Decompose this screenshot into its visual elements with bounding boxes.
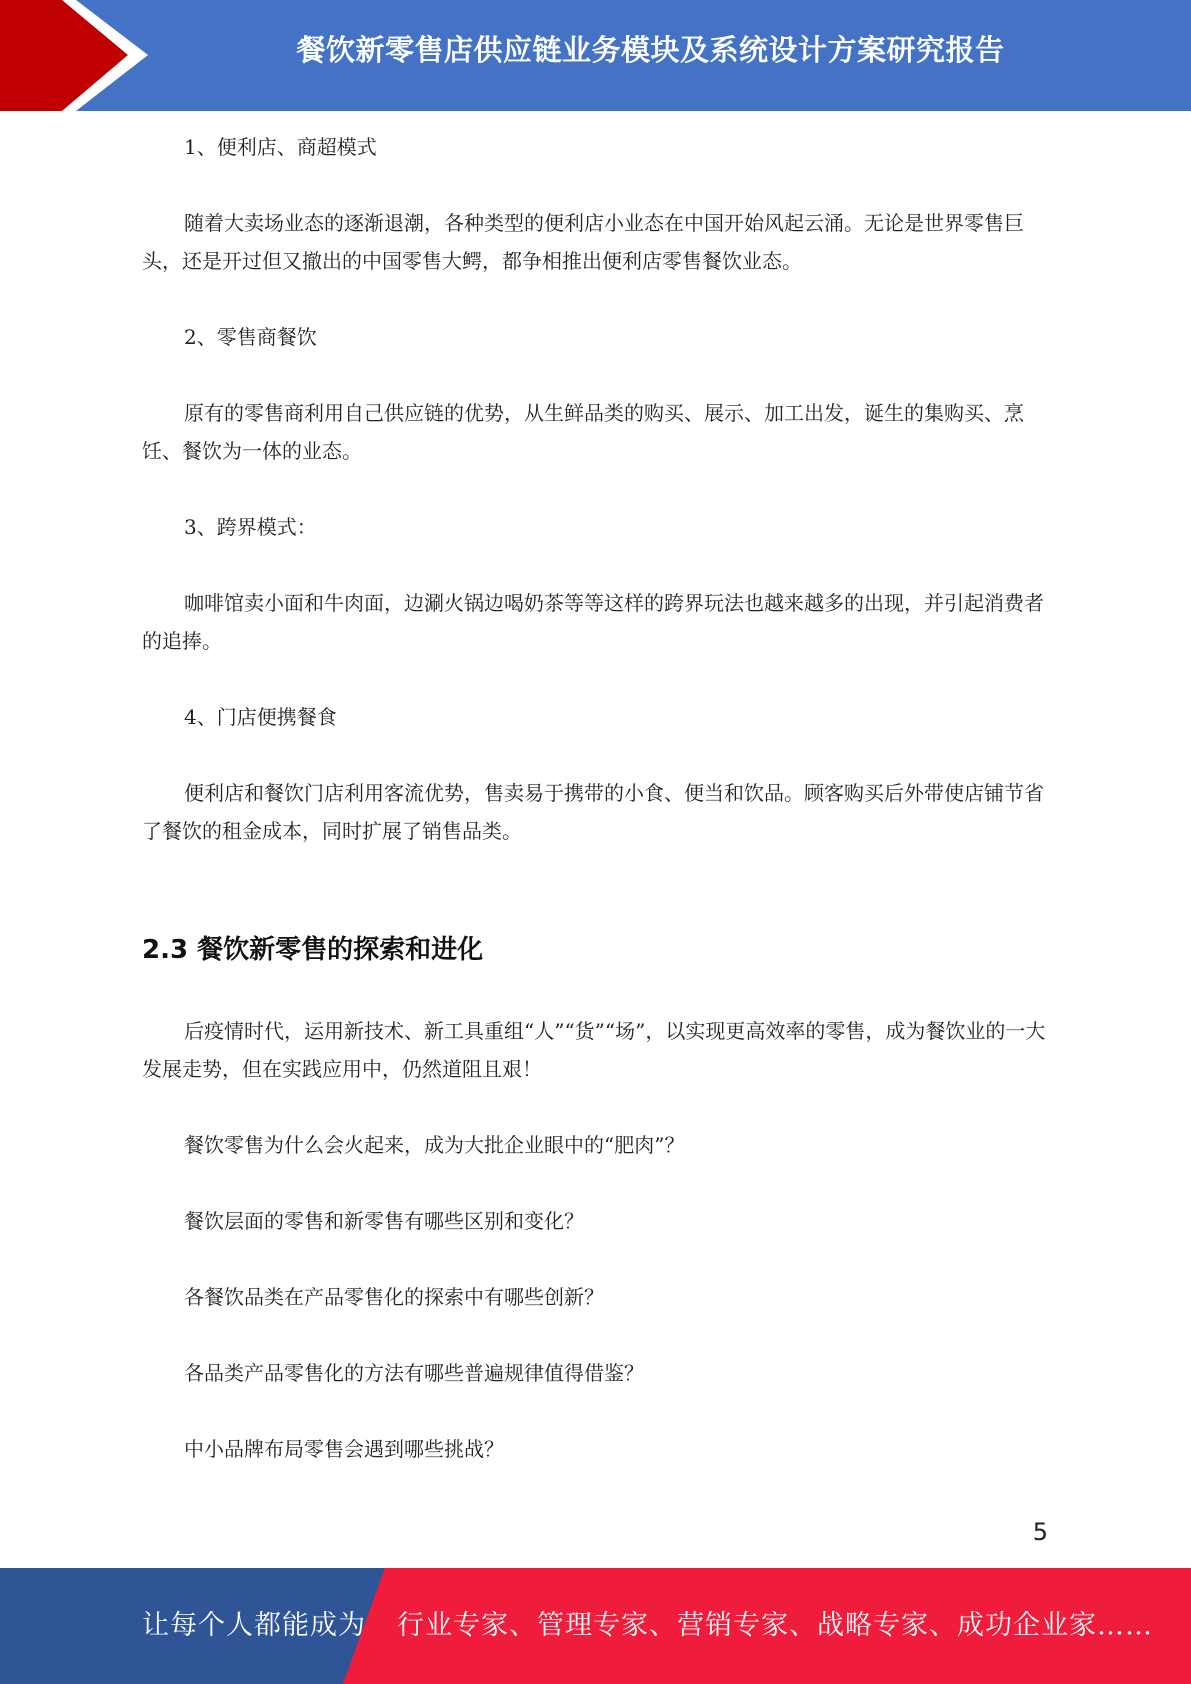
question-item: 餐饮层面的零售和新零售有哪些区别和变化？ bbox=[184, 1209, 584, 1233]
footer-slogan-right: 行业专家、管理专家、营销专家、战略专家、成功企业家…… bbox=[397, 1610, 1153, 1641]
paragraph: 咖啡馆卖小面和牛肉面，边涮火锅边喝奶茶等等这样的跨界玩法也越来越多的出现，并引起消费者的追捧。 bbox=[142, 591, 1044, 653]
header-banner bbox=[0, 0, 1191, 111]
list-heading-convenience-store: 1、便利店、商超模式 bbox=[184, 135, 377, 159]
paragraph: 后疫情时代，运用新技术、新工具重组“人”“货”“场”，以实现更高效率的零售，成为餐饮业的一大发展走势，但在实践应用中，仍然道阻且艰！ bbox=[142, 1019, 1046, 1081]
question-item: 各品类产品零售化的方法有哪些普遍规律值得借鉴？ bbox=[184, 1361, 644, 1385]
list-heading-crossover-mode: 3、跨界模式： bbox=[184, 515, 317, 539]
footer-slogan-left: 让每个人都能成为 bbox=[142, 1610, 366, 1641]
document-title: 餐饮新零售店供应链业务模块及系统设计方案研究报告 bbox=[296, 33, 1005, 67]
page-content bbox=[142, 128, 1047, 1468]
paragraph: 原有的零售商利用自己供应链的优势，从生鲜品类的购买、展示、加工出发，诞生的集购买、烹饪、餐饮为一体的业态。 bbox=[142, 401, 1024, 463]
list-heading-retailer-catering: 2、零售商餐饮 bbox=[184, 325, 317, 349]
question-item: 餐饮零售为什么会火起来，成为大批企业眼中的“肥肉”？ bbox=[184, 1133, 685, 1157]
question-item: 中小品牌布局零售会遇到哪些挑战？ bbox=[184, 1437, 504, 1461]
header-chevron-decoration bbox=[0, 0, 160, 111]
paragraph: 便利店和餐饮门店利用客流优势，售卖易于携带的小食、便当和饮品。顾客购买后外带使店铺节省了餐饮的租金成本，同时扩展了销售品类。 bbox=[142, 781, 1044, 843]
page-number: 5 bbox=[1032, 1518, 1048, 1546]
list-heading-portable-meals: 4、门店便携餐食 bbox=[184, 705, 337, 729]
paragraph: 随着大卖场业态的逐渐退潮，各种类型的便利店小业态在中国开始风起云涌。无论是世界零售巨头，还是开过但又撤出的中国零售大鳄，都争相推出便利店零售餐饮业态。 bbox=[142, 211, 1024, 273]
question-item: 各餐饮品类在产品零售化的探索中有哪些创新？ bbox=[184, 1285, 604, 1309]
section-heading: 2.3 餐饮新零售的探索和进化 bbox=[142, 935, 484, 965]
footer-banner bbox=[0, 1568, 1191, 1684]
